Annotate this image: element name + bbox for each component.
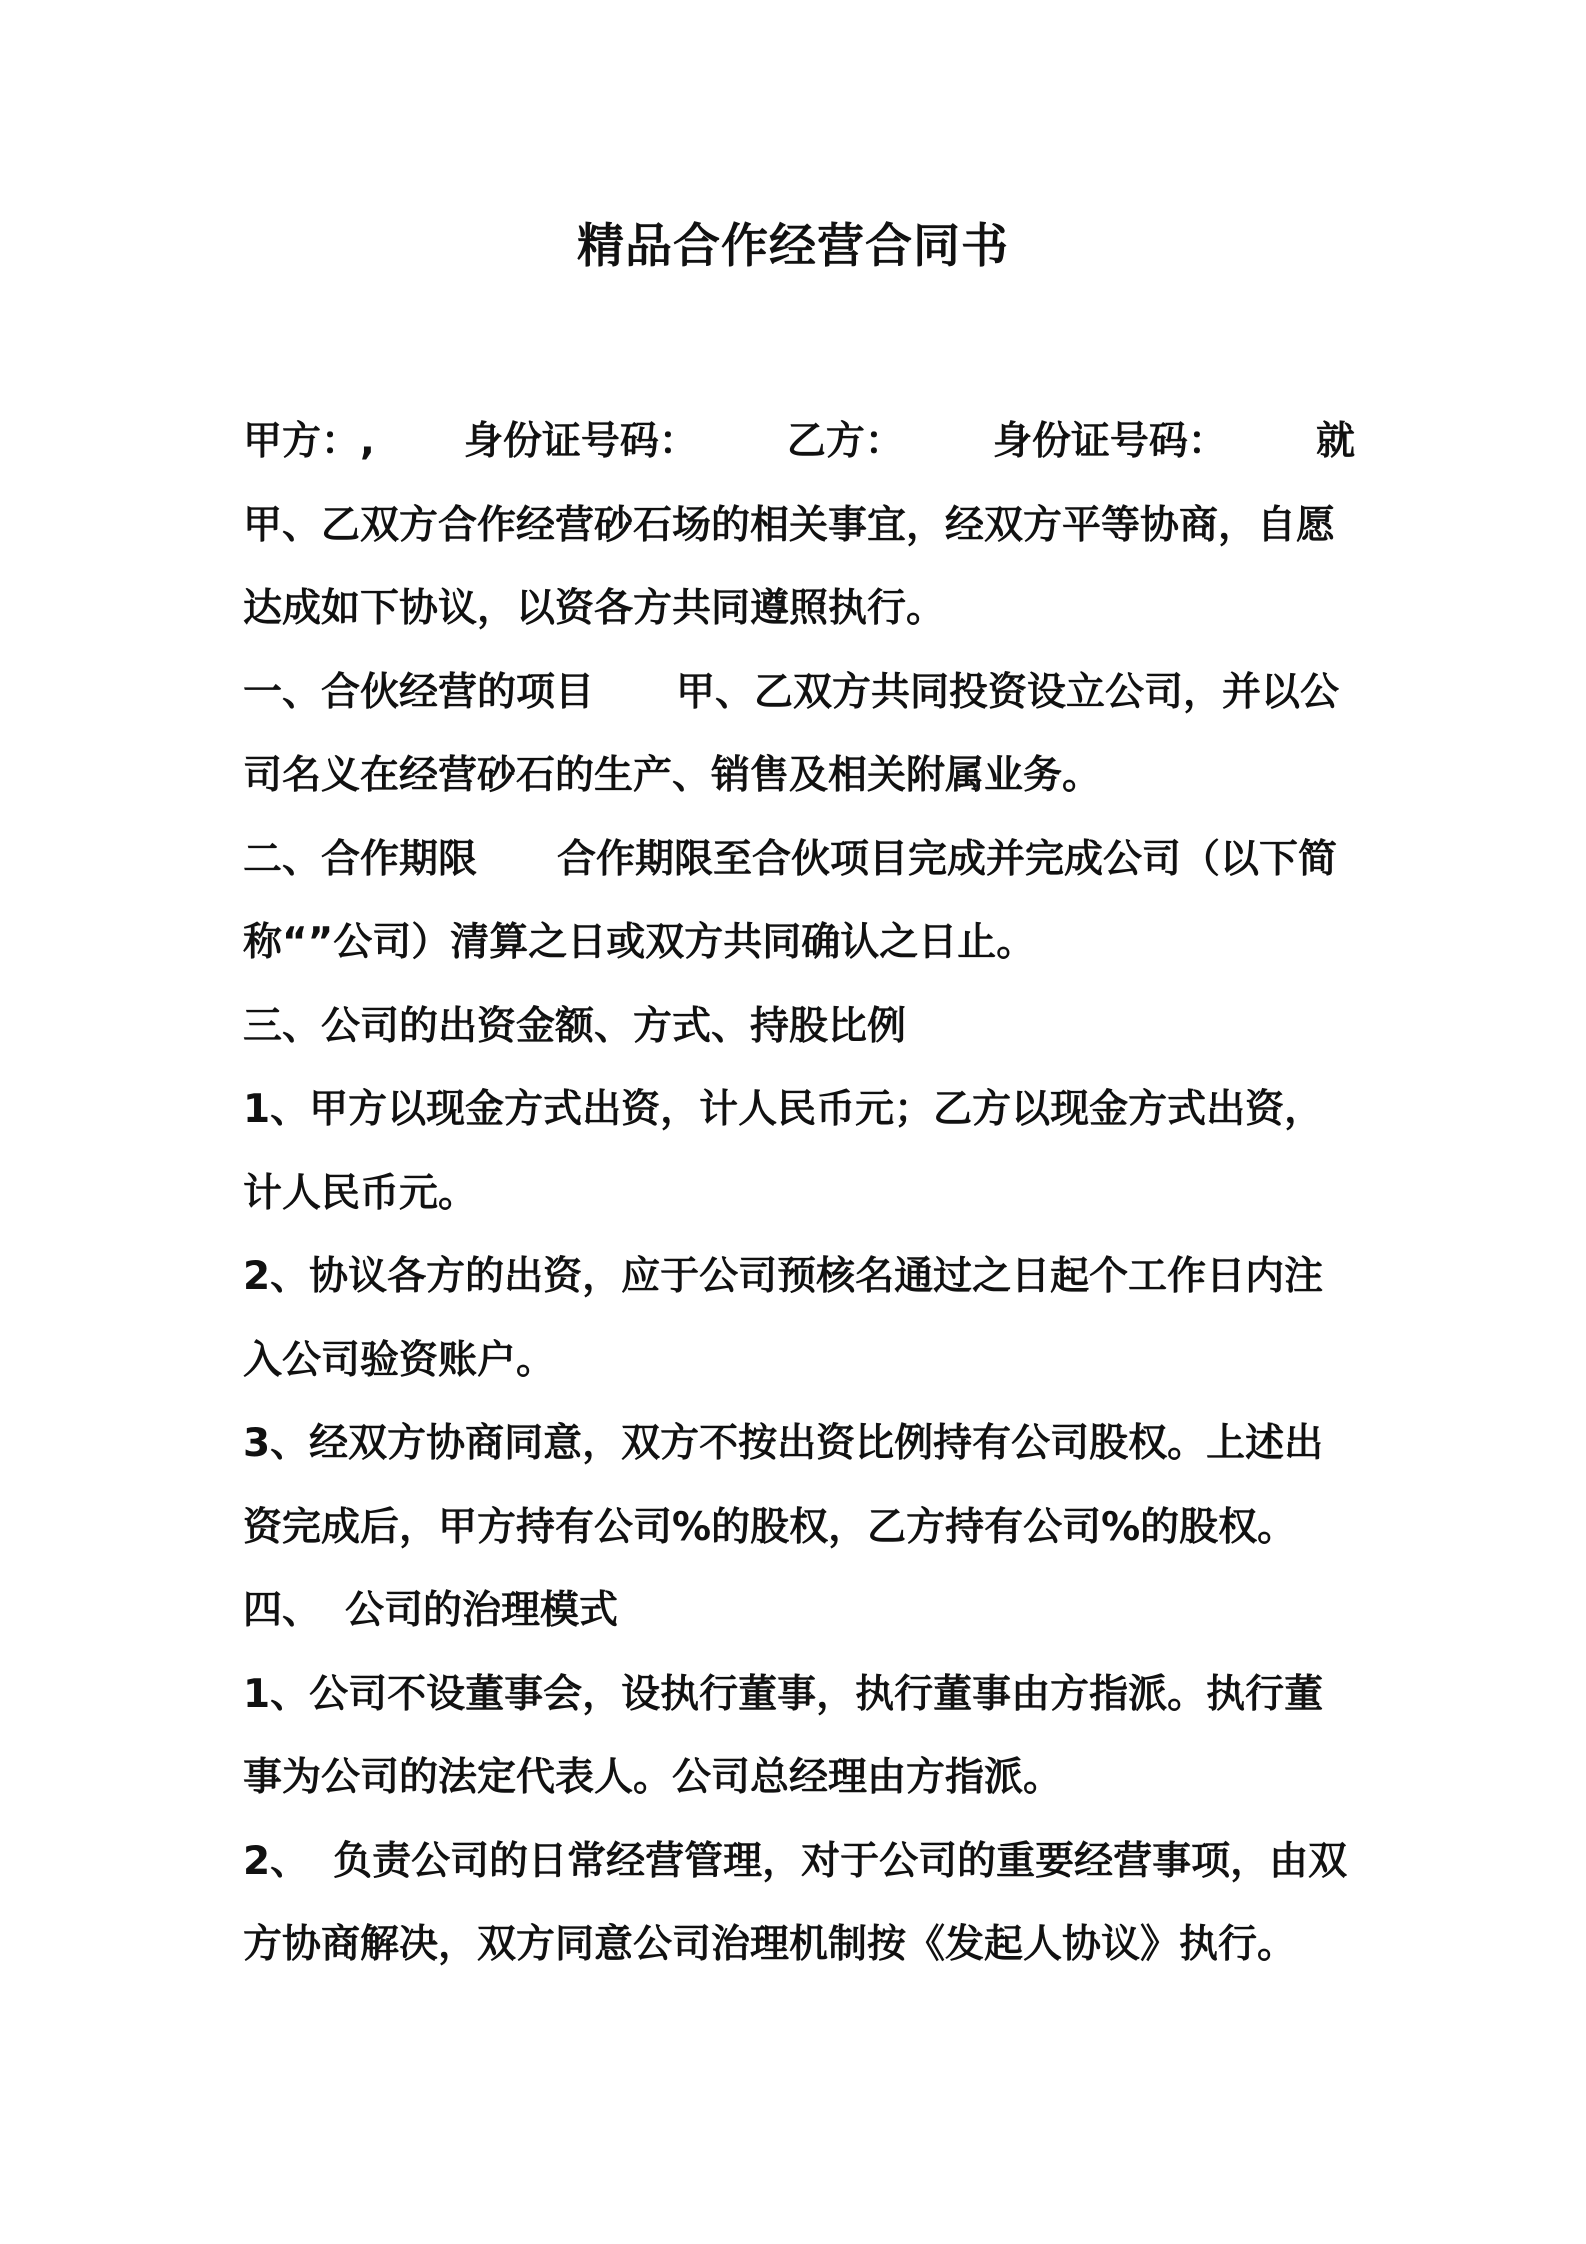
parties-lead-text: 就 [1315, 419, 1355, 464]
section-heading-line [243, 1569, 1355, 1653]
document-title: 精品合作经营合同书 [577, 219, 1009, 274]
paragraph-line: 入公司验资账户。 [243, 1337, 556, 1383]
paragraph-line: 方协商解决，双方同意公司治理机制按《发起人协议》执行。 [243, 1922, 1297, 1967]
paragraph-line: 资完成后，甲方持有公司%的股权，乙方持有公司%的股权。 [243, 1504, 1297, 1550]
paragraph-line: 司名义在经营砂石的生产、销售及相关附属业务。 [243, 753, 1102, 798]
section-heading: 三、公司的出资金额、方式、持股比例 [243, 1003, 907, 1049]
paragraph-line [243, 1820, 1355, 1904]
section-heading-line [243, 818, 1355, 902]
item-number: 2、 [243, 1838, 310, 1884]
section-heading: 二、合作期限 [243, 836, 478, 882]
paragraph-line: 甲、乙双方合作经营砂石场的相关事宜，经双方平等协商，自愿 [243, 502, 1336, 548]
item-text: 负责公司的日常经营管理，对于公司的重要经营事项，由双 [333, 1838, 1348, 1884]
party-b-id-label: 身份证号码： [992, 419, 1227, 464]
section-heading-line [243, 651, 1355, 735]
paragraph-line: 称“”公司）清算之日或双方共同确认之日止。 [243, 920, 1036, 965]
party-a-label: 甲方：, [243, 419, 375, 464]
parties-line [243, 400, 1355, 484]
paragraph-line: 3、经双方协商同意，双方不按出资比例持有公司股权。上述出 [243, 1421, 1324, 1466]
paragraph-line: 计人民币元。 [243, 1170, 478, 1216]
document-body [243, 400, 1355, 1987]
section-heading: 公司的治理模式 [345, 1588, 619, 1633]
paragraph-line: 1、公司不设董事会，设执行董事，执行董事由方指派。执行董 [243, 1671, 1324, 1717]
party-b-label: 乙方： [786, 419, 904, 464]
section-text: 甲、乙双方共同投资设立公司，并以公 [676, 669, 1340, 715]
paragraph-line: 事为公司的法定代表人。公司总经理由方指派。 [243, 1755, 1063, 1800]
section-heading: 一、合伙经营的项目 [243, 669, 595, 715]
section-text: 合作期限至合伙项目完成并完成公司（以下简 [557, 836, 1338, 882]
party-a-id-label: 身份证号码： [463, 419, 698, 464]
paragraph-line: 1、甲方以现金方式出资，计人民币元；乙方以现金方式出资， [243, 1087, 1324, 1132]
paragraph-line: 达成如下协议，以资各方共同遵照执行。 [243, 586, 946, 631]
section-number: 四、 [243, 1588, 322, 1633]
paragraph-line: 2、协议各方的出资，应于公司预核名通过之日起个工作日内注 [243, 1254, 1324, 1299]
